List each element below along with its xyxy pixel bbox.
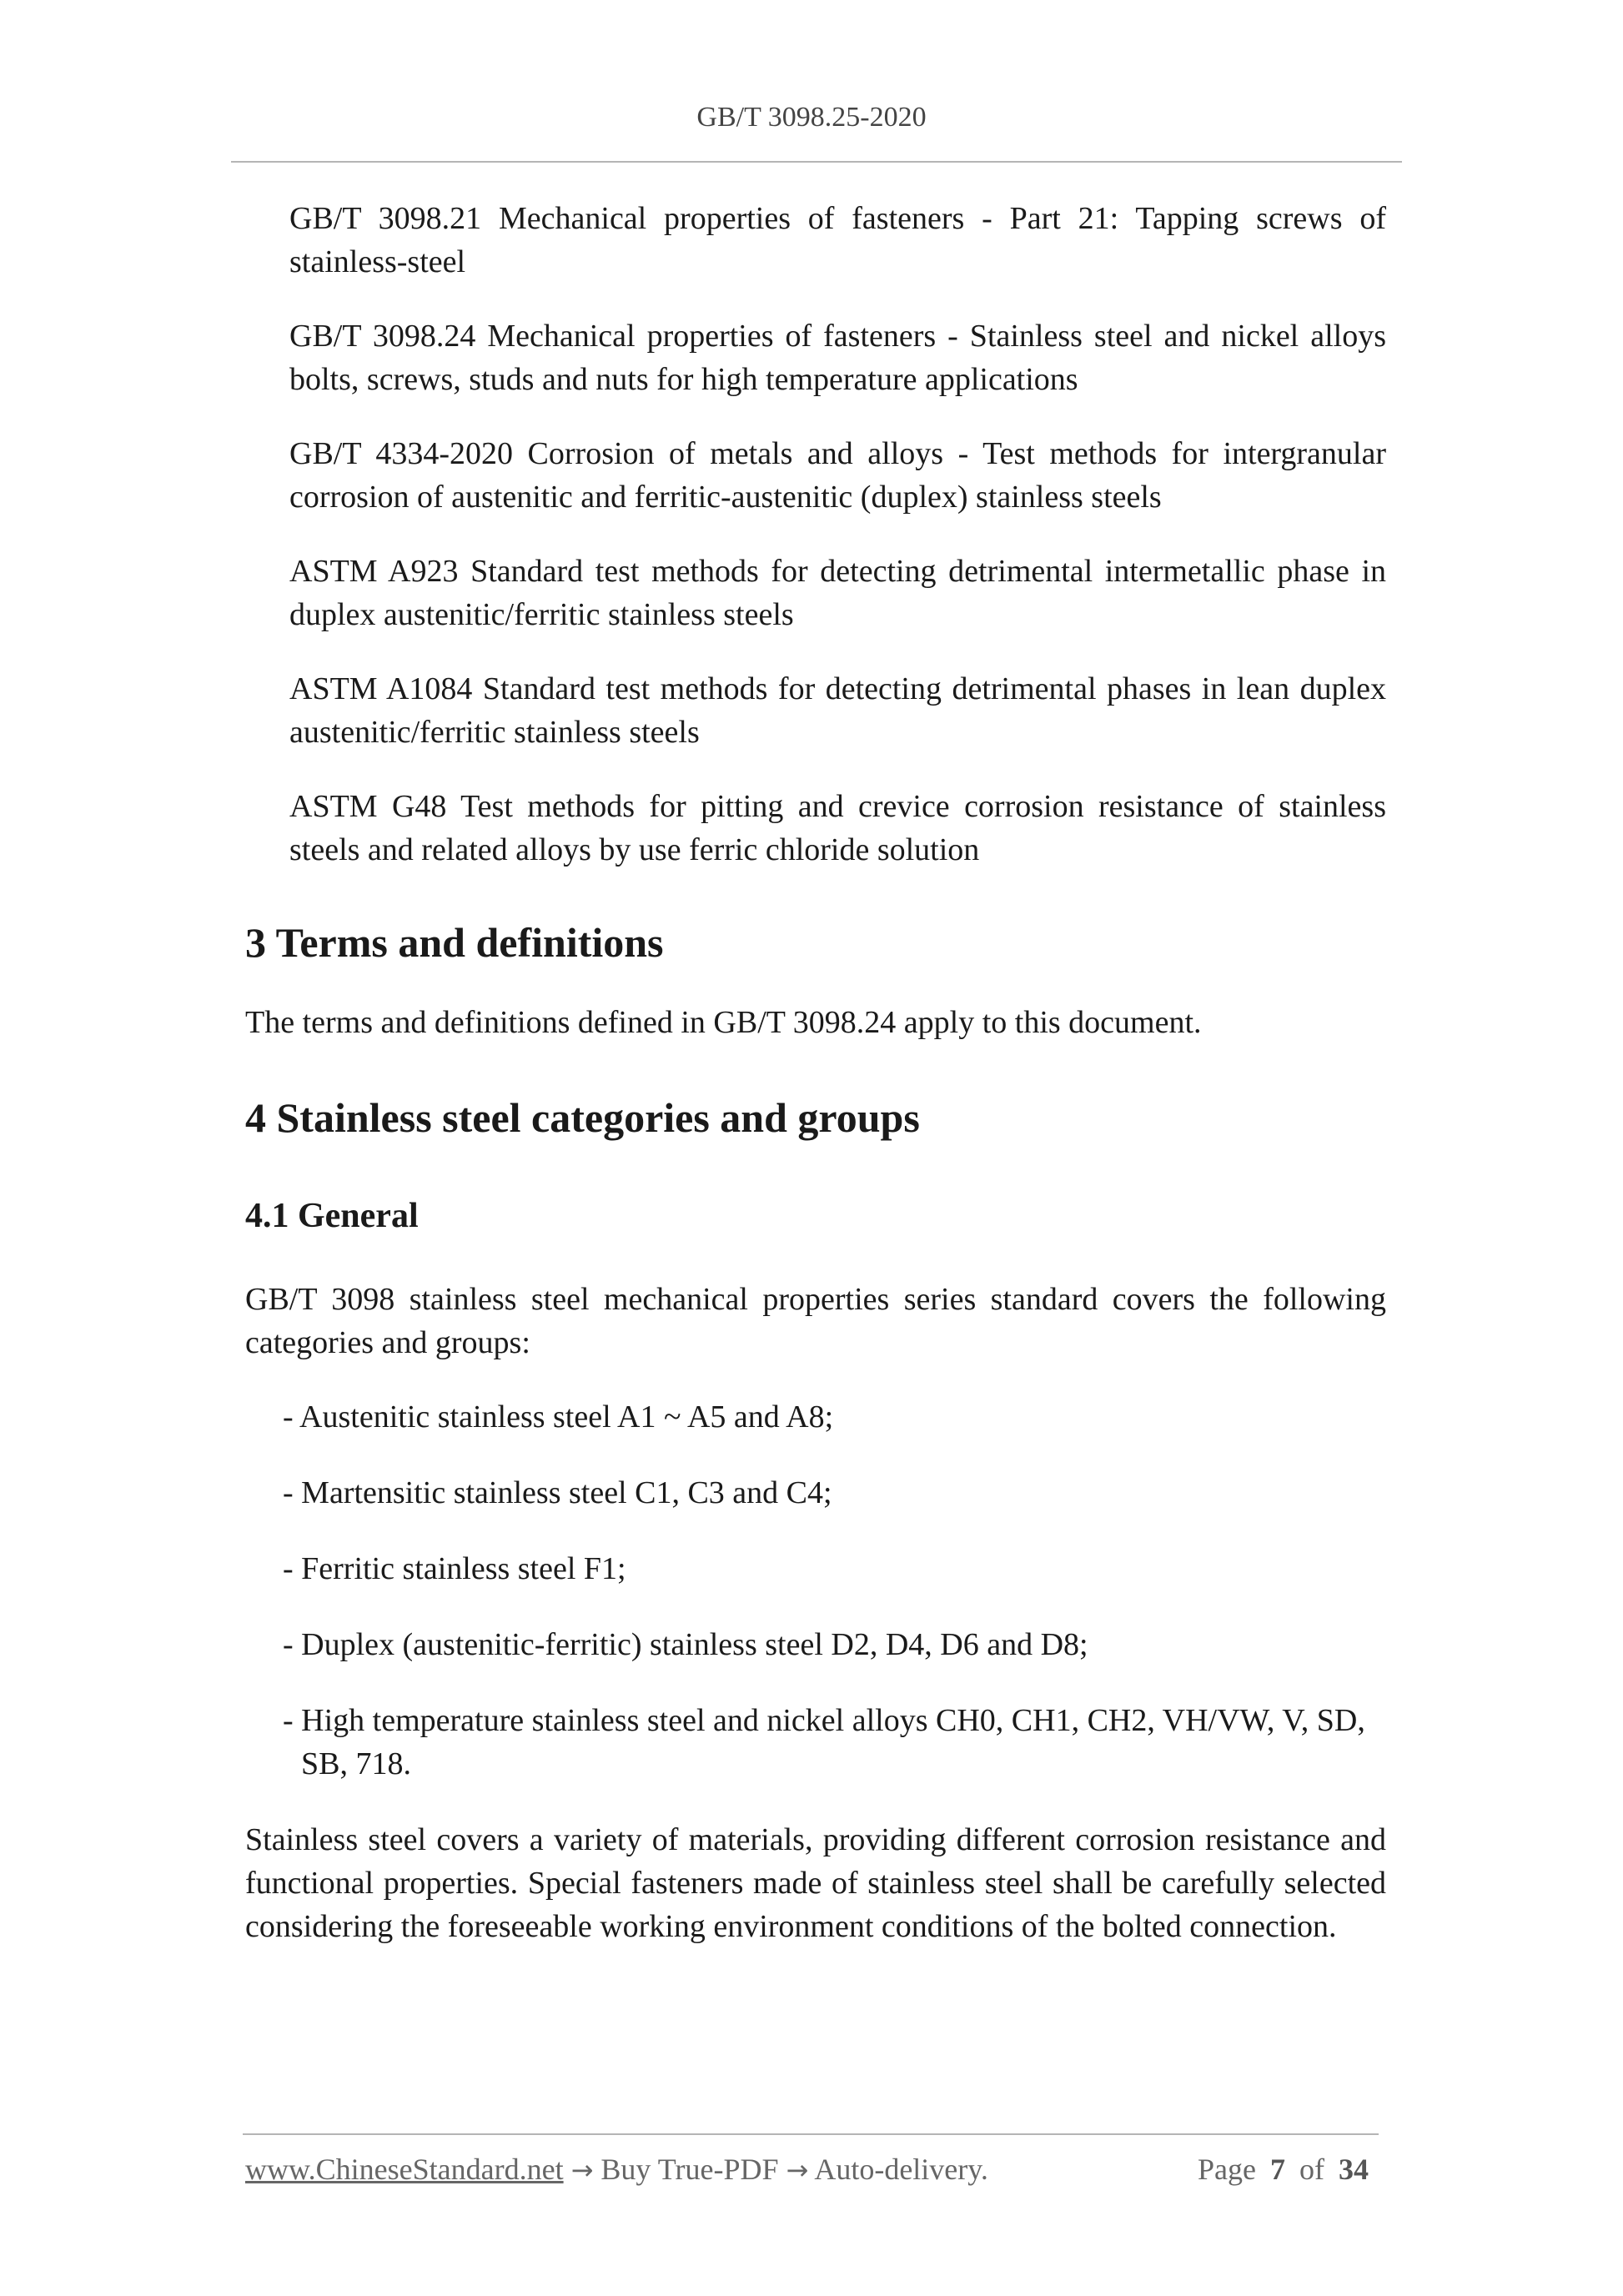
- section-4-1-intro: GB/T 3098 stainless steel mechanical properties series standard covers the following categories and groups:: [245, 1282, 1386, 1360]
- page-total: 34: [1338, 2153, 1369, 2186]
- list-item: - Ferritic stainless steel F1;: [283, 1551, 626, 1586]
- section-4-1-heading: 4.1 General: [245, 1197, 419, 1235]
- reference-item: GB/T 3098.24 Mechanical properties of fasteners - Stainless steel and nickel alloys bolts, screws, studs and nuts for high temperature applications: [289, 319, 1386, 397]
- footer-links: [245, 2152, 988, 2187]
- page-number: [1198, 2152, 1375, 2187]
- section-3-text: The terms and definitions defined in GB/T 3098.24 apply to this document.: [245, 1005, 1202, 1040]
- page-label: Page: [1198, 2153, 1256, 2186]
- page-of: of: [1299, 2153, 1324, 2186]
- reference-item: GB/T 4334-2020 Corrosion of metals and alloys - Test methods for intergranular corrosion of austenitic and ferritic-austenitic (duplex) stainless steels: [289, 436, 1386, 515]
- list-item: - Duplex (austenitic-ferritic) stainless steel D2, D4, D6 and D8;: [283, 1627, 1088, 1662]
- arrow-right-icon: →: [570, 2154, 594, 2186]
- section-3-heading: 3 Terms and definitions: [245, 919, 664, 966]
- list-item: - Austenitic stainless steel A1 ~ A5 and A8;: [283, 1399, 834, 1434]
- arrow-right-icon: →: [786, 2154, 809, 2186]
- list-item: - Martensitic stainless steel C1, C3 and C4;: [283, 1475, 832, 1510]
- footer-divider: [243, 2133, 1379, 2135]
- document-body: [245, 197, 1386, 1979]
- site-link[interactable]: www.ChineseStandard.net: [245, 2153, 564, 2186]
- list-item: - High temperature stainless steel and nickel alloys CH0, CH1, CH2, VH/VW, V, SD, SB, 718.: [283, 1703, 1365, 1781]
- section-4-heading: 4 Stainless steel categories and groups: [245, 1094, 920, 1141]
- reference-item: GB/T 3098.21 Mechanical properties of fasteners - Part 21: Tapping screws of stainless-steel: [289, 201, 1386, 279]
- reference-item: ASTM A923 Standard test methods for detecting detrimental intermetallic phase in duplex austenitic/ferritic stainless steels: [289, 554, 1386, 632]
- reference-item: ASTM G48 Test methods for pitting and crevice corrosion resistance of stainless steels and related alloys by use ferric chloride solution: [289, 789, 1386, 867]
- category-list: [245, 1395, 1386, 1786]
- reference-item: ASTM A1084 Standard test methods for detecting detrimental phases in lean duplex austenitic/ferritic stainless steels: [289, 671, 1386, 750]
- section-4-1-closing: Stainless steel covers a variety of materials, providing different corrosion resistance and functional properties. Special fasteners made of stainless steel shall be carefully selected considering the foreseeable working environment conditions of the bolted connection.: [245, 1822, 1386, 1944]
- page-header: GB/T 3098.25-2020: [696, 102, 927, 133]
- header-divider: [231, 161, 1402, 163]
- buy-pdf-text: Buy True-PDF: [600, 2153, 779, 2186]
- page-current: 7: [1269, 2153, 1285, 2186]
- delivery-text: Auto-delivery.: [814, 2153, 988, 2186]
